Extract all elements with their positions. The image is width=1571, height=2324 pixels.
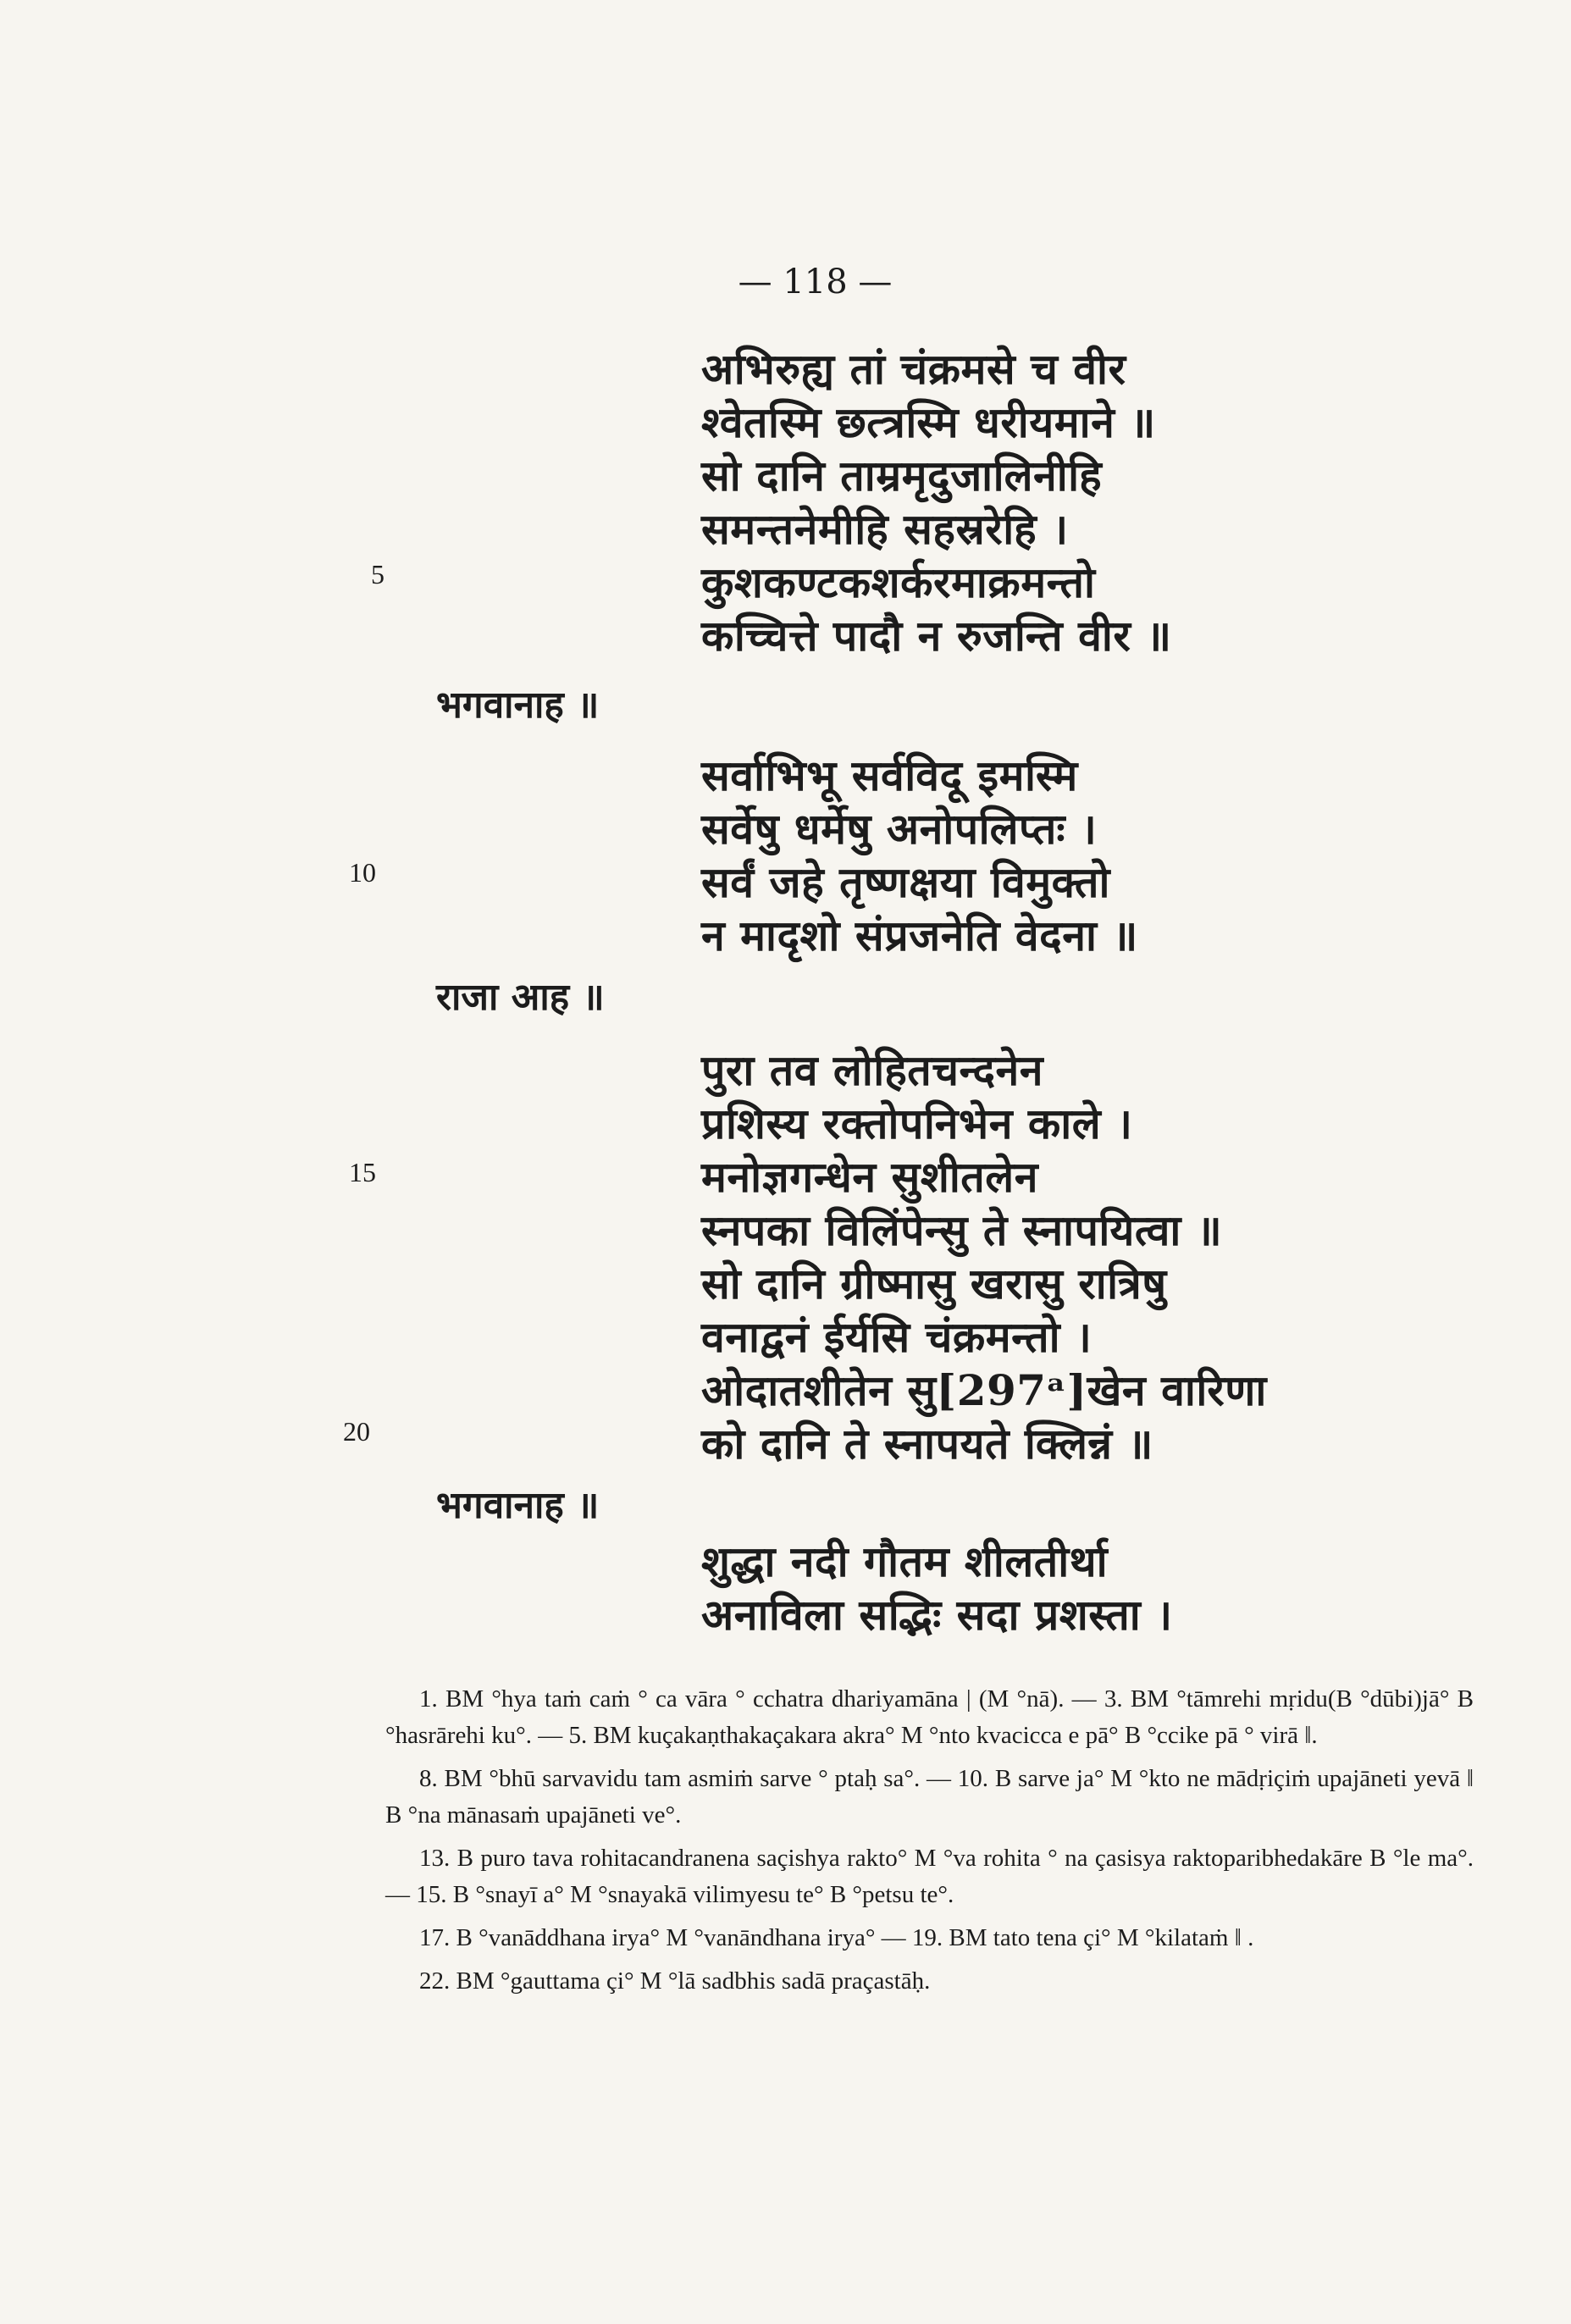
verse-line: सो दानि ताम्रमृदुजालिनीहि bbox=[701, 451, 1103, 501]
footnote: 22. BM °gauttama çi° M °lā sadbhis sadā praçastāḥ. bbox=[419, 1967, 931, 1995]
verse-line: श्वेतस्मि छत्त्रस्मि धरीयमाने ॥ bbox=[701, 397, 1156, 447]
speaker-heading: भगवानाह ॥ bbox=[436, 1484, 600, 1527]
verse-line: मनोज्ञगन्धेन सुशीतलेन bbox=[701, 1152, 1038, 1202]
verse-line: समन्तनेमीहि सहस्ररेहि । bbox=[701, 504, 1069, 554]
footnote: 17. B °vanāddhana irya° M °vanāndhana irya° — 19. BM tato tena çi° M °kilataṁ ‖ . bbox=[419, 1924, 1254, 1951]
verse-line: सर्वेषु धर्मेषु अनोपलिप्तः । bbox=[701, 804, 1098, 854]
line-number: 5 bbox=[371, 559, 384, 589]
footnotes bbox=[385, 1681, 1474, 2006]
verse-line: ओदातशीतेन सु[297ᵃ]खेन वारिणा bbox=[701, 1365, 1267, 1415]
speaker-heading: भगवानाह ॥ bbox=[436, 683, 600, 727]
verse-line: को दानि ते स्नापयते क्लिन्नं ॥ bbox=[701, 1419, 1153, 1469]
line-number: 10 bbox=[349, 857, 376, 888]
verse-line: शुद्धा नदी गौतम शीलतीर्था bbox=[701, 1536, 1109, 1586]
verse-line: स्नपका विलिंपेन्सु ते स्नापयित्वा ॥ bbox=[701, 1205, 1223, 1255]
page-number: — 118 — bbox=[738, 263, 893, 302]
speaker-heading: राजा आह ॥ bbox=[436, 976, 605, 1019]
footnote: 13. B puro tava rohitacandranena saçishya rakto° M °va rohita ° na çasisya raktoparibhedakāre B °le ma°. — 15. B °snayī a° M °snayakā vilimyesu te° B °petsu te°. bbox=[385, 1845, 1474, 1908]
verse-line: सो दानि ग्रीष्मासु खरासु रात्रिषु bbox=[701, 1259, 1167, 1309]
verse-line: सर्वाभिभू सर्वविदू इमस्मि bbox=[701, 750, 1078, 800]
verse-line: पुरा तव लोहितचन्दनेन bbox=[701, 1045, 1044, 1095]
verse-line: न मादृशो संप्रजनेति वेदना ॥ bbox=[701, 910, 1138, 960]
footnote: 1. BM °hya taṁ caṁ ° ca vāra ° cchatra dhariyamāna | (M °nā). — 3. BM °tāmrehi mṛidu(B °dūbi)jā° B °hasrārehi ku°. — 5. BM kuçakaṇthakaçakara akra° M °nto kvacicca e pā° B °ccike pā ° virā ‖. bbox=[385, 1685, 1474, 1749]
line-number: 20 bbox=[343, 1416, 370, 1447]
verse-line: कच्चित्ते पादौ न रुजन्ति वीर ॥ bbox=[701, 611, 1172, 661]
verse-line: अभिरुह्य तां चंक्रमसे च वीर bbox=[701, 344, 1126, 394]
line-number: 15 bbox=[349, 1157, 376, 1187]
verse-line: अनाविला सद्भिः सदा प्रशस्ता । bbox=[701, 1590, 1173, 1640]
verse-line: वनाद्वनं ईर्यसि चंक्रमन्तो । bbox=[701, 1312, 1093, 1362]
verse-line: कुशकण्टकशर्करमाक्रमन्तो bbox=[701, 557, 1096, 607]
verse-line: प्रशिस्य रक्तोपनिभेन काले । bbox=[701, 1098, 1133, 1148]
verse-line: सर्वं जहे तृष्णक्षया विमुक्तो bbox=[701, 857, 1110, 907]
footnote: 8. BM °bhū sarvavidu tam asmiṁ sarve ° ptaḥ sa°. — 10. B sarve ja° M °kto ne mādṛiçiṁ upajāneti yevā ‖ B °na mānasaṁ upajāneti ve°. bbox=[385, 1765, 1474, 1829]
